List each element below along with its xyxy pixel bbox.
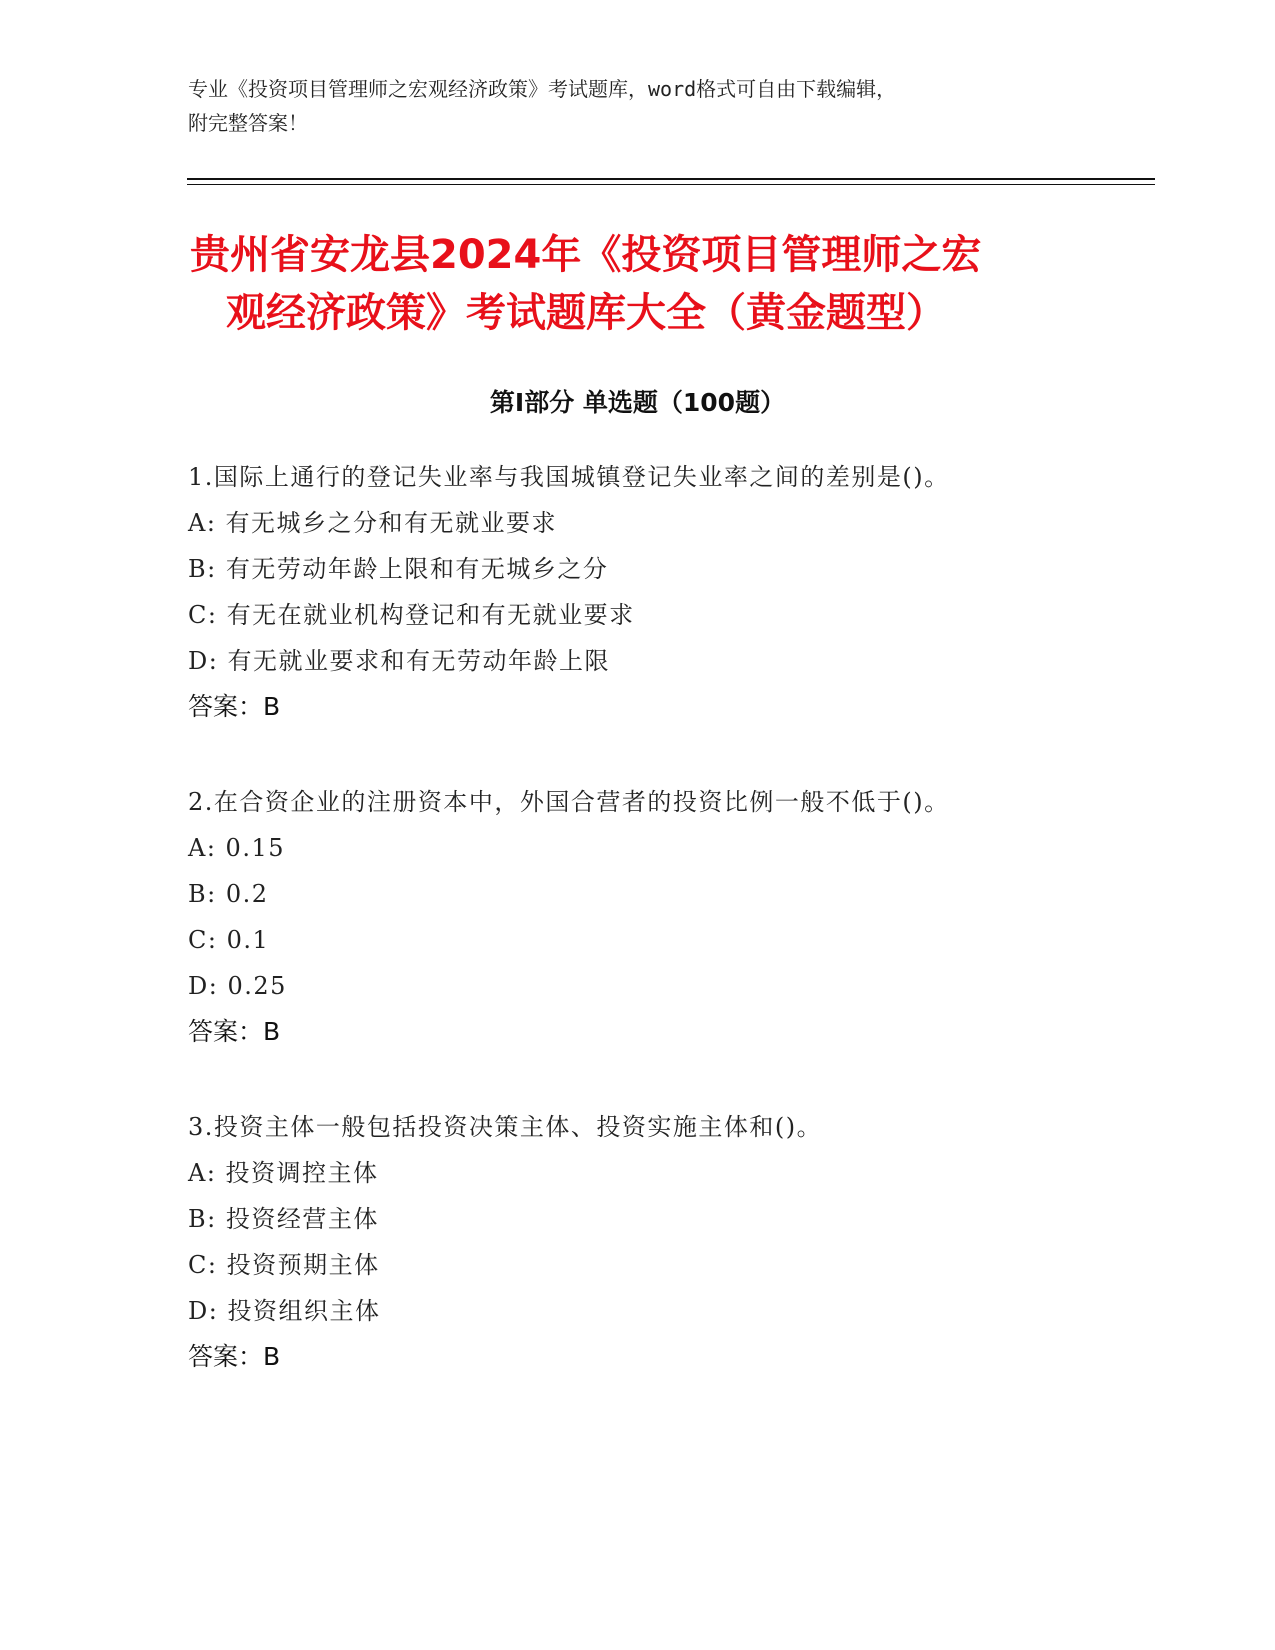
option-b: B: 有无劳动年龄上限和有无城乡之分 — [188, 555, 609, 583]
option-b: B: 投资经营主体 — [188, 1205, 379, 1233]
option-d: D: 0.25 — [188, 972, 287, 1000]
header-note-line-1: 专业《投资项目管理师之宏观经济政策》考试题库，word格式可自由下载编辑， — [188, 77, 897, 101]
option-b: B: 0.2 — [188, 880, 269, 908]
question-stem: 3.投资主体一般包括投资决策主体、投资实施主体和()。 — [188, 1113, 823, 1141]
header-divider-thick — [187, 178, 1155, 180]
document-title-line-1: 贵州省安龙县2024年《投资项目管理师之宏 — [190, 232, 982, 278]
answer: 答案：B — [188, 1342, 281, 1371]
header-note — [188, 72, 1068, 140]
header-divider-thin — [187, 184, 1155, 185]
answer: 答案：B — [188, 1017, 281, 1046]
answer: 答案：B — [188, 692, 281, 721]
document-title — [190, 226, 1090, 342]
option-c: C: 0.1 — [188, 926, 270, 954]
option-a: A: 投资调控主体 — [188, 1159, 379, 1187]
question-3 — [188, 1104, 1148, 1380]
option-d: D: 投资组织主体 — [188, 1297, 381, 1325]
option-c: C: 投资预期主体 — [188, 1251, 380, 1279]
question-2 — [188, 779, 1148, 1055]
header-note-line-2: 附完整答案！ — [188, 111, 308, 135]
question-stem: 1.国际上通行的登记失业率与我国城镇登记失业率之间的差别是()。 — [188, 463, 950, 491]
option-d: D: 有无就业要求和有无劳动年龄上限 — [188, 647, 610, 675]
question-1 — [188, 454, 1148, 730]
question-stem: 2.在合资企业的注册资本中，外国合营者的投资比例一般不低于()。 — [188, 788, 950, 816]
option-a: A: 有无城乡之分和有无就业要求 — [188, 509, 558, 537]
section-title: 第I部分 单选题（100题） — [489, 388, 786, 417]
option-a: A: 0.15 — [188, 834, 285, 862]
option-c: C: 有无在就业机构登记和有无就业要求 — [188, 601, 635, 629]
document-title-line-2: 观经济政策》考试题库大全（黄金题型） — [226, 290, 946, 336]
